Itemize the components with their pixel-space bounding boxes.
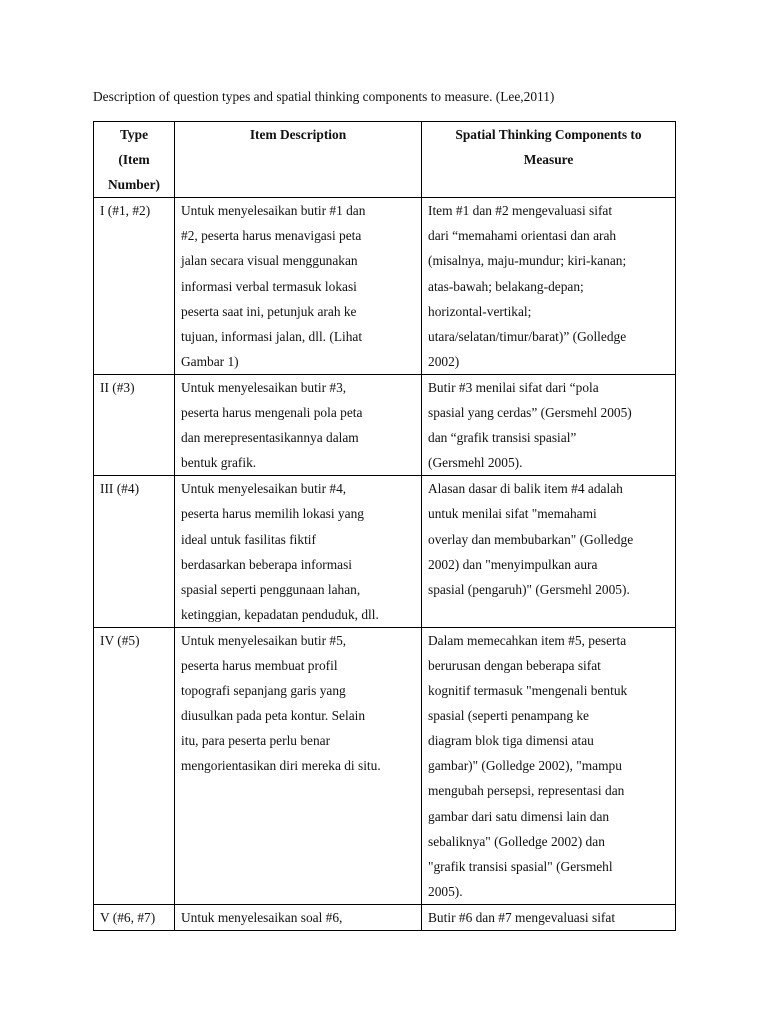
header-type-label: Type (Item Number) (107, 127, 161, 193)
components-text: Butir #3 menilai sifat dari “pola spasial yang cerdas” (Gersmehl 2005) dan “grafik transisi spasial” (Gersmehl 2005). (428, 379, 632, 471)
table-row (94, 904, 676, 930)
components-text: Butir #6 dan #7 mengevaluasi sifat (428, 909, 616, 925)
components-text: Dalam memecahkan item #5, peserta berurusan dengan beberapa sifat kognitif termasuk "mengenali bentuk spasial (seperti penampang ke diagram blok tiga dimensi atau gambar)" (Golledge 2002), "mampu mengubah persepsi, representasi dan gambar dari satu dimensi lain dan sebaliknya" (Golledge 2002) dan "grafik transisi spasial" (Gersmehl 2005). (428, 632, 628, 899)
question-types-table (93, 121, 676, 931)
header-type (94, 122, 175, 198)
cell-type (94, 627, 175, 904)
cell-description (175, 904, 422, 930)
cell-components (422, 198, 676, 375)
type-text: IV (#5) (100, 632, 140, 648)
cell-type (94, 476, 175, 628)
table-row (94, 476, 676, 628)
cell-type (94, 198, 175, 375)
description-text: Untuk menyelesaikan butir #5, peserta harus membuat profil topografi sepanjang garis yang diusulkan pada peta kontur. Selain itu, para peserta perlu benar mengorientasikan diri mereka di situ. (181, 632, 381, 774)
cell-description (175, 374, 422, 475)
cell-components (422, 374, 676, 475)
header-item-description (175, 122, 422, 198)
description-text: Untuk menyelesaikan butir #1 dan #2, peserta harus menavigasi peta jalan secara visual menggunakan informasi verbal termasuk lokasi peserta saat ini, petunjuk arah ke tujuan, informasi jalan, dll. (Lihat Gambar 1) (181, 203, 366, 369)
header-spatial-components (422, 122, 676, 198)
type-text: II (#3) (100, 379, 135, 395)
table-row (94, 374, 676, 475)
type-text: V (#6, #7) (100, 909, 156, 925)
table-header-row (94, 122, 676, 198)
components-text: Item #1 dan #2 mengevaluasi sifat dari “memahami orientasi dan arah (misalnya, maju-mundur; kiri-kanan; atas-bawah; belakang-depan; horizontal-vertikal; utara/selatan/timur/barat)” (Golledge 2002) (428, 203, 627, 369)
cell-type (94, 904, 175, 930)
description-text: Untuk menyelesaikan soal #6, (181, 909, 343, 925)
header-spatial-components-label: Spatial Thinking Components to Measure (455, 127, 642, 168)
type-text: III (#4) (100, 481, 140, 497)
type-text: I (#1, #2) (100, 203, 151, 219)
cell-components (422, 904, 676, 930)
cell-components (422, 627, 676, 904)
cell-type (94, 374, 175, 475)
cell-description (175, 198, 422, 375)
table-row (94, 627, 676, 904)
cell-description (175, 627, 422, 904)
components-text: Alasan dasar di balik item #4 adalah untuk menilai sifat "memahami overlay dan membubarkan" (Golledge 2002) dan "menyimpulkan aura spasial (pengaruh)" (Gersmehl 2005). (428, 481, 634, 597)
table-row (94, 198, 676, 375)
cell-description (175, 476, 422, 628)
description-text: Untuk menyelesaikan butir #3, peserta harus mengenali pola peta dan merepresentasikannya dalam bentuk grafik. (181, 379, 363, 471)
cell-components (422, 476, 676, 628)
header-item-description-label: Item Description (249, 127, 347, 142)
description-text: Untuk menyelesaikan butir #4, peserta harus memilih lokasi yang ideal untuk fasilitas fiktif berdasarkan beberapa informasi spasial seperti penggunaan lahan, ketinggian, kepadatan penduduk, dll. (181, 481, 379, 622)
table-caption: Description of question types and spatial thinking components to measure. (Lee,2011) (93, 89, 555, 104)
